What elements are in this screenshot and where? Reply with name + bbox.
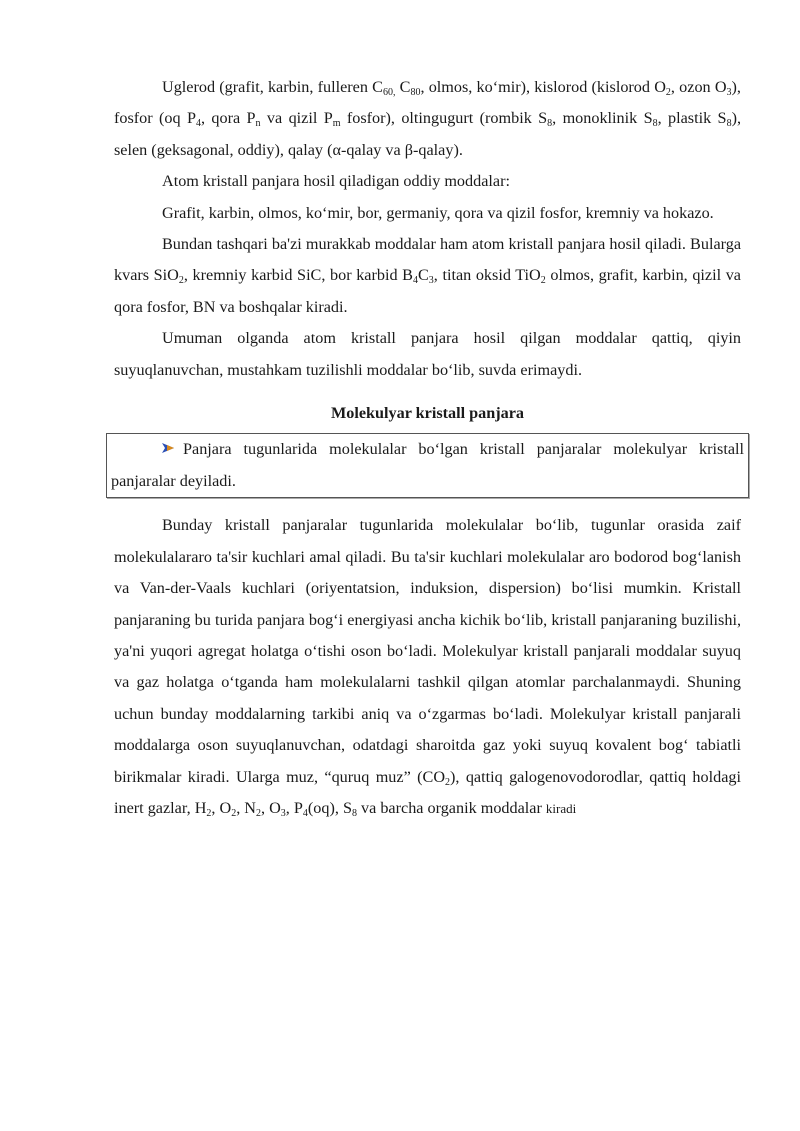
section-heading: Molekulyar kristall panjara [330, 404, 525, 423]
document-body [111, 72, 744, 824]
paragraph-atomic-properties: Umuman olganda atom kristall panjara hosil qilgan moddalar qattiq, qiyin suyuqlanuvchan, mustahkam tuzilishli moddalar bo‘lib, suvda erimaydi. [114, 329, 741, 379]
paragraph-complex-substances: Bundan tashqari ba'zi murakkab moddalar ham atom kristall panjara hosil qiladi. Bularga kvars SiO$_2$, kremniy karbid SiC, bor karbid $B_4C_3$, titan oksid TiO$_2$ olmos, grafit, karbin, qizil va qora fosfor, BN va boshqalar kiradi. [114, 235, 741, 316]
paragraph-atomic-examples: Grafit, karbin, olmos, ko‘mir, bor, germaniy, qora va qizil fosfor, kremniy va hokazo. [162, 203, 714, 222]
definition-box [106, 433, 749, 498]
definition-text: Panjara tugunlarida molekulalar bo‘lgan kristall panjaralar molekulyar kristall panjaralar deyiladi. [111, 440, 744, 490]
paragraph-allotropes: Uglerod (grafit, karbin, fulleren $C_{60,}$ $C_{80}$, olmos, ko‘mir), kislorod (kislorod $O_2$, ozon $O_3$), fosfor (oq $P_4$, qora $P_n$ va qizil $P_m$ fosfor), oltingugurt (rombik $S_8$, monoklinik $S_8$, plastik $S_8$), selen (geksagonal, oddiy), qalay (α-qalay va β-qalay). [114, 78, 741, 159]
paragraph-atomic-intro: Atom kristall panjara hosil qiladigan oddiy moddalar: [162, 172, 510, 191]
paragraph-molecular-lattice: Bunday kristall panjaralar tugunlarida molekulalar bo‘lib, tugunlar orasida zaif molekulalararo ta'sir kuchlari amal qiladi. Bu ta'sir kuchlari molekulalar aro bodorod bog‘lanish va Van-der-Vaals kuchlari (oriyentatsion, induksion, dispersion) bo‘lisi mumkin. Kristall panjaraning bu turida panjara bog‘i energiyasi ancha kichik bo‘lib, kristall panjaraning buzilishi, ya'ni yuqori agregat holatga o‘tishi oson bo‘ladi. Molekulyar kristall panjarali moddalar suyuq va gaz holatga o‘tganda ham molekulalarni tashkil qilgan atomlar parchalanmaydi. Shuning uchun bunday moddalarning tarkibi aniq va o‘zgarmas bo‘ladi. Molekulyar kristall panjarali moddalarga oson suyuqlanuvchan, odatdagi sharoitda gaz yoki suyuq kovalent bog‘ tabiatli birikmalar kiradi. Ularga muz, “quruq muz” $(CO_2)$, qattiq galogenovodorodlar, qattiq holdagi inert gazlar, $H_2$, $O_2$, $N_2$, $O_3$, $P_4(oq)$, $S_8$ va barcha organik moddalar kiradi [114, 516, 741, 819]
arrow-bullet-icon [159, 441, 177, 455]
